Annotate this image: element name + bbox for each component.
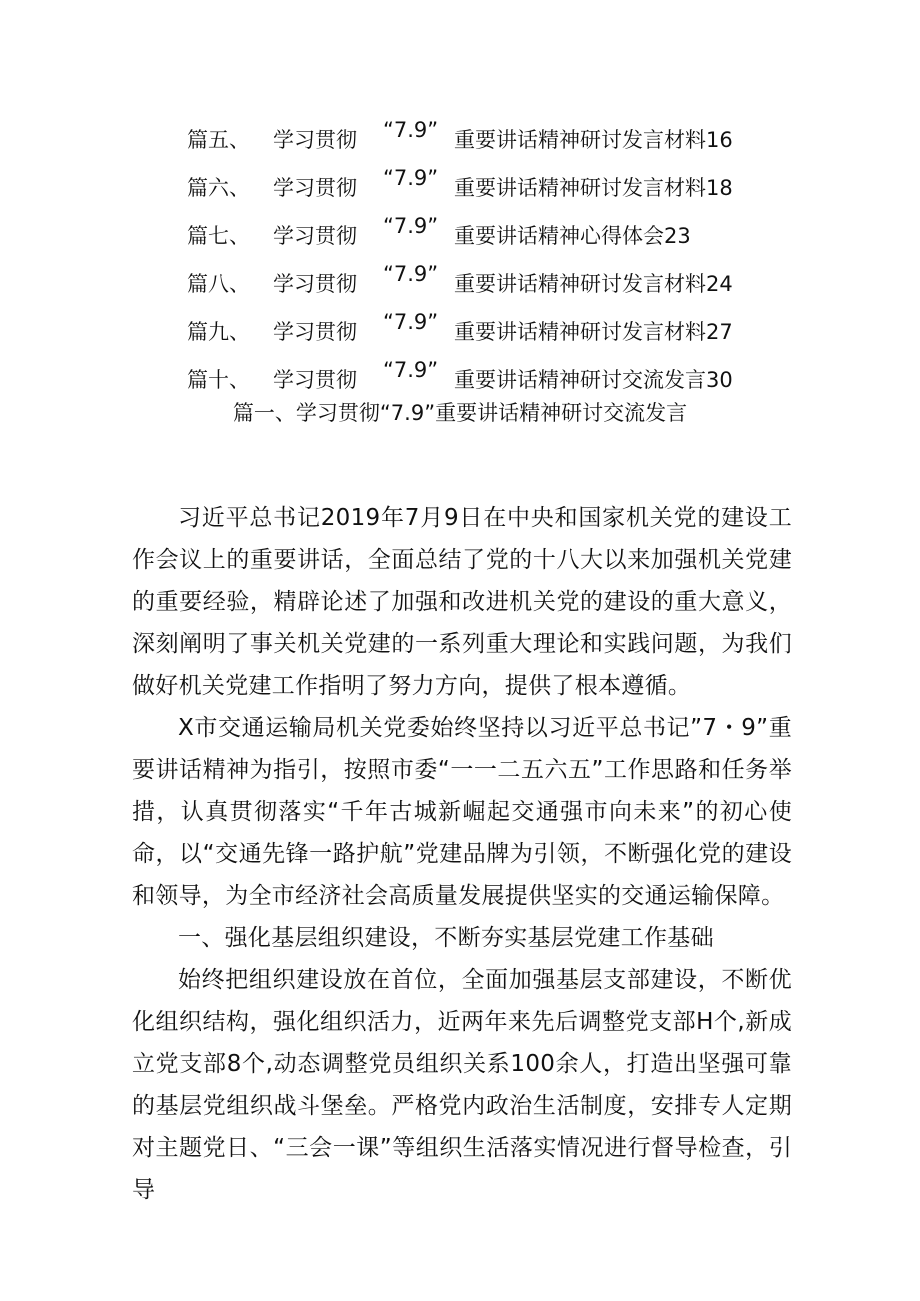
toc-entry-quote: “7.9” <box>383 262 439 286</box>
toc-entry-title: 重要讲话精神研讨发言材料18 <box>454 176 733 200</box>
toc-entry-title: 重要讲话精神研讨发言材料24 <box>454 272 733 296</box>
toc-entry-6[interactable] <box>0 164 920 212</box>
subsection-title: 一、强化基层组织建设，不断夯实基层党建工作基础 <box>178 925 714 951</box>
toc-entry-title: 重要讲话精神心得体会23 <box>454 224 691 248</box>
toc-entry-quote: “7.9” <box>383 166 439 190</box>
toc-entry-quote: “7.9” <box>383 310 439 334</box>
toc-entry-number: 篇六、 <box>187 176 250 200</box>
toc-entry-8[interactable] <box>0 260 920 308</box>
toc-entry-number: 篇八、 <box>187 272 250 296</box>
toc-entry-number: 篇九、 <box>187 320 250 344</box>
paragraph-intro: 习近平总书记2019年7月9日在中央和国家机关党的建设工作会议上的重要讲话，全面总结了党的十八大以来加强机关党建的重要经验，精辟论述了加强和改进机关党的建设的重大意义，深刻阐明了事关机关党建的一系列重大理论和实践问题，为我们做好机关党建工作指明了努力方向，提供了根本遵循。 <box>132 505 792 699</box>
toc-entry-title: 重要讲话精神研讨发言材料27 <box>454 320 733 344</box>
toc-entry-topic: 学习贯彻 <box>273 224 357 248</box>
toc-entry-title: 重要讲话精神研讨交流发言30 <box>454 368 733 392</box>
toc-entry-title: 重要讲话精神研讨发言材料16 <box>454 128 733 152</box>
toc-entry-quote: “7.9” <box>383 118 439 142</box>
section-heading: 篇一、学习贯彻“7.9”重要讲话精神研讨交流发言 <box>232 401 688 425</box>
toc-entry-5[interactable] <box>0 116 920 164</box>
toc-entry-9[interactable] <box>0 308 920 356</box>
toc-entry-number: 篇七、 <box>187 224 250 248</box>
toc-entry-topic: 学习贯彻 <box>273 320 357 344</box>
toc-entry-number: 篇十、 <box>187 368 250 392</box>
toc-entry-7[interactable] <box>0 212 920 260</box>
paragraph-context: X市交通运输局机关党委始终坚持以习近平总书记”7・9”重要讲话精神为指引，按照市委“一一二五六五”工作思路和任务举措，认真贯彻落实“千年古城新崛起交通强市向未来”的初心使命，以“交通先锋一路护航”党建品牌为引领，不断强化党的建设和领导，为全市经济社会高质量发展提供坚实的交通运输保障。 <box>132 715 792 909</box>
toc-entry-number: 篇五、 <box>187 128 250 152</box>
table-of-contents <box>0 116 920 404</box>
toc-entry-topic: 学习贯彻 <box>273 128 357 152</box>
paragraph-organization: 始终把组织建设放在首位，全面加强基层支部建设，不断优化组织结构，强化组织活力，近两年来先后调整党支部H个,新成立党支部8个,动态调整党员组织关系100余人，打造出坚强可靠的基层党组织战斗堡垒。严格党内政治生活制度，安排专人定期对主题党日、“三会一课”等组织生活落实情况进行督导检查，引导 <box>132 967 792 1203</box>
toc-entry-topic: 学习贯彻 <box>273 176 357 200</box>
toc-entry-topic: 学习贯彻 <box>273 368 357 392</box>
toc-entry-quote: “7.9” <box>383 214 439 238</box>
toc-entry-topic: 学习贯彻 <box>273 272 357 296</box>
document-body <box>132 497 792 1211</box>
toc-entry-quote: “7.9” <box>383 358 439 382</box>
